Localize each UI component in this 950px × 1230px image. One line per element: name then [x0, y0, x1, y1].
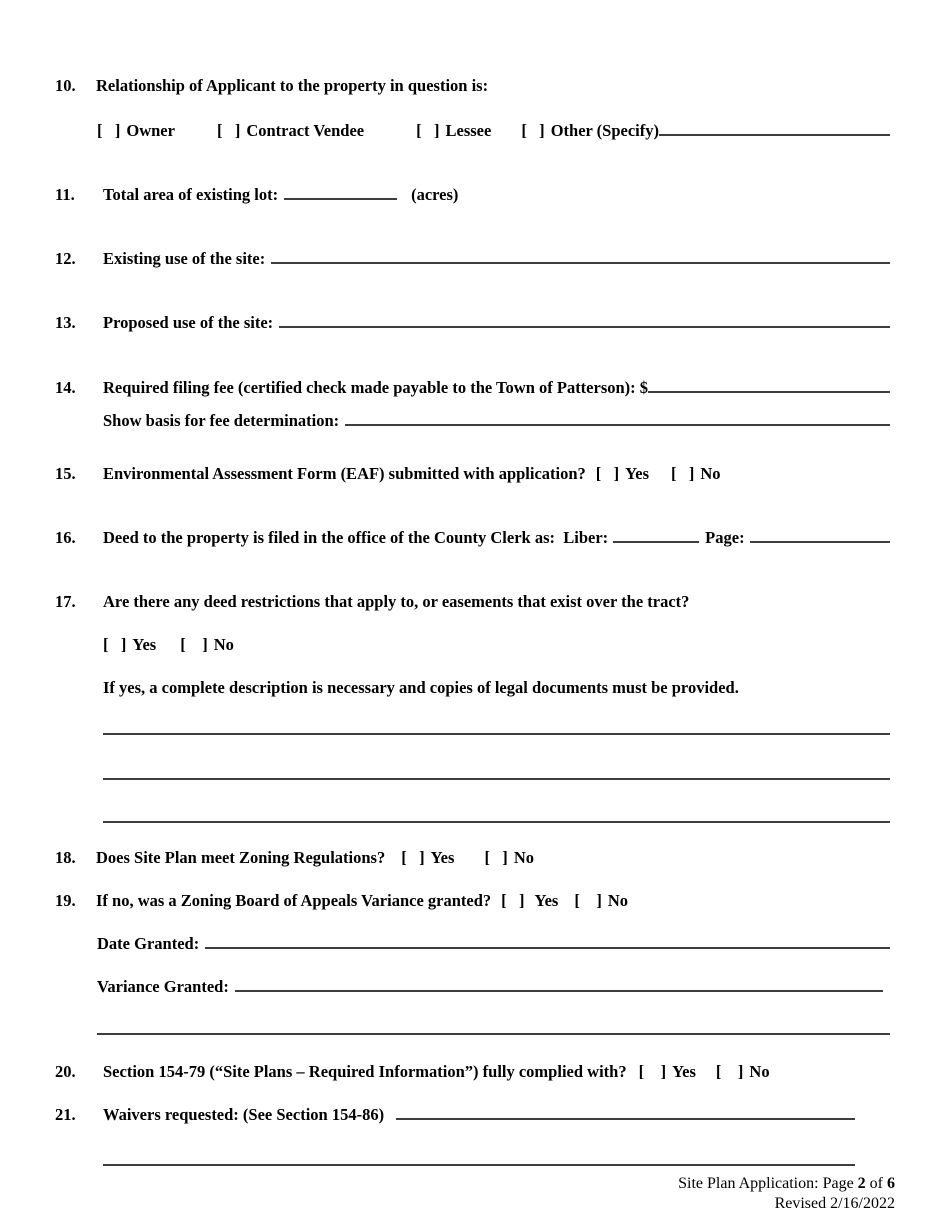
other-checkbox[interactable]: [ ]	[521, 121, 545, 140]
item-text: Deed to the property is filed in the office of the County Clerk as: Liber:	[103, 528, 609, 547]
variance-granted-line-2[interactable]	[97, 1033, 890, 1035]
note-text: If yes, a complete description is necessary and copies of legal documents must be provided.	[103, 678, 739, 697]
revision-date-row	[678, 1194, 895, 1214]
option-other	[521, 120, 659, 142]
item-number: 19.	[55, 891, 76, 910]
item-17-blank-line-2	[103, 778, 890, 780]
item-15	[55, 463, 890, 485]
owner-label: Owner	[126, 121, 175, 140]
deed-restrictions-line-1[interactable]	[103, 733, 890, 735]
item-number: 14.	[55, 378, 76, 397]
deed-restrictions-line-3[interactable]	[103, 821, 890, 823]
item-text: Are there any deed restrictions that apply to, or easements that exist over the tract?	[103, 592, 690, 611]
item-17	[55, 591, 890, 613]
item-text: Proposed use of the site:	[103, 313, 274, 332]
existing-use-line[interactable]	[271, 262, 890, 264]
item-17-options	[103, 634, 234, 656]
item-17-blank-line-1	[103, 733, 890, 735]
yes-label: Yes	[132, 635, 157, 654]
other-label: Other (Specify)	[550, 121, 659, 140]
item-text: Relationship of Applicant to the property in question is:	[96, 76, 489, 95]
option-yes	[596, 463, 649, 485]
variance-granted-label: Variance Granted:	[97, 977, 229, 996]
footer	[678, 1174, 895, 1214]
item-number: 18.	[55, 848, 76, 867]
page-line[interactable]	[750, 541, 890, 543]
option-yes	[639, 1061, 696, 1083]
date-granted-line[interactable]	[205, 947, 890, 949]
item-text: Required filing fee (certified check made payable to the Town of Patterson): $	[103, 378, 649, 397]
yes-label: Yes	[430, 848, 455, 867]
item-17-note	[103, 677, 739, 699]
fee-basis-line[interactable]	[345, 424, 890, 426]
option-yes	[103, 634, 156, 656]
zoning-yes-checkbox[interactable]: [ ]	[401, 848, 425, 867]
zoning-no-checkbox[interactable]: [ ]	[484, 848, 508, 867]
option-owner	[97, 120, 175, 142]
section-154-79-no-checkbox[interactable]: [ ]	[715, 1062, 744, 1081]
item-text: If no, was a Zoning Board of Appeals Variance granted?	[96, 891, 492, 910]
item-18	[55, 847, 890, 869]
item-11	[55, 184, 890, 206]
option-yes	[401, 847, 454, 869]
option-no	[180, 634, 234, 656]
variance-granted-line[interactable]	[235, 990, 883, 992]
yes-label: Yes	[534, 891, 559, 910]
section-154-79-yes-checkbox[interactable]: [ ]	[638, 1062, 667, 1081]
item-20	[55, 1061, 890, 1083]
item-16	[55, 527, 890, 549]
option-no	[671, 463, 721, 485]
no-label: No	[749, 1062, 770, 1081]
item-17-blank-line-3	[103, 821, 890, 823]
item-number: 16.	[55, 528, 76, 547]
item-19	[55, 890, 890, 912]
page-label: Page:	[705, 528, 745, 547]
lessee-checkbox[interactable]: [ ]	[416, 121, 440, 140]
item-number: 17.	[55, 592, 76, 611]
item-number: 21.	[55, 1105, 76, 1124]
liber-line[interactable]	[613, 541, 699, 543]
waivers-requested-line-2[interactable]	[103, 1164, 855, 1166]
total-area-line[interactable]	[284, 198, 397, 200]
variance-yes-checkbox[interactable]: [ ]	[501, 891, 525, 910]
item-text: Existing use of the site:	[103, 249, 266, 268]
item-10	[55, 75, 890, 97]
option-lessee	[416, 120, 491, 142]
option-no	[574, 890, 628, 912]
owner-checkbox[interactable]: [ ]	[97, 121, 121, 140]
item-number: 12.	[55, 249, 76, 268]
revision-date: Revised 2/16/2022	[774, 1195, 895, 1212]
footer-of-label: of	[865, 1175, 887, 1192]
proposed-use-line[interactable]	[279, 326, 890, 328]
item-13	[55, 312, 890, 334]
no-label: No	[700, 464, 721, 483]
item-number: 20.	[55, 1062, 76, 1081]
item-19-variance-granted	[97, 976, 883, 998]
footer-app-label: Site Plan Application: Page	[678, 1175, 858, 1192]
item-12	[55, 248, 890, 270]
fee-basis-label: Show basis for fee determination:	[103, 411, 340, 430]
item-text: Total area of existing lot:	[103, 185, 279, 204]
option-contract-vendee	[217, 120, 364, 142]
footer-page-number: 2	[857, 1175, 866, 1192]
item-14	[55, 377, 890, 399]
option-no	[484, 847, 534, 869]
item-text: Does Site Plan meet Zoning Regulations?	[96, 848, 386, 867]
item-number: 10.	[55, 76, 76, 95]
item-number: 11.	[55, 185, 75, 204]
waivers-requested-line[interactable]	[396, 1118, 855, 1120]
option-yes	[501, 890, 558, 912]
item-14-basis	[103, 410, 890, 432]
no-label: No	[213, 635, 234, 654]
item-19-date-granted	[97, 933, 890, 955]
item-text: Waivers requested: (See Section 154-86)	[103, 1105, 385, 1124]
eaf-no-checkbox[interactable]: [ ]	[671, 464, 695, 483]
yes-label: Yes	[625, 464, 650, 483]
deed-restrictions-line-2[interactable]	[103, 778, 890, 780]
item-21-blank-line	[103, 1164, 855, 1166]
no-label: No	[607, 891, 629, 910]
date-granted-label: Date Granted:	[97, 934, 200, 953]
item-19-blank-line	[97, 1033, 890, 1035]
item-text: Section 154-79 (“Site Plans – Required Information”) fully complied with?	[103, 1062, 627, 1081]
lessee-label: Lessee	[445, 121, 492, 140]
deed-restrictions-no-checkbox[interactable]: [ ]	[180, 635, 208, 654]
page-indicator	[678, 1174, 895, 1194]
yes-label: Yes	[672, 1062, 696, 1081]
other-specify-line[interactable]	[659, 134, 890, 136]
deed-restrictions-yes-checkbox[interactable]: [ ]	[103, 635, 127, 654]
acres-label: (acres)	[411, 185, 459, 204]
footer-page-total: 6	[887, 1175, 895, 1192]
option-no	[716, 1061, 770, 1083]
item-21	[55, 1104, 855, 1126]
item-10-options	[97, 120, 890, 142]
item-text: Environmental Assessment Form (EAF) submitted with application?	[103, 464, 586, 483]
item-number: 13.	[55, 313, 76, 332]
contract-vendee-checkbox[interactable]: [ ]	[216, 121, 241, 140]
no-label: No	[513, 848, 534, 867]
filing-fee-line[interactable]	[648, 391, 890, 393]
variance-no-checkbox[interactable]: [ ]	[574, 891, 602, 910]
eaf-yes-checkbox[interactable]: [ ]	[595, 464, 620, 483]
item-number: 15.	[55, 464, 76, 483]
contract-vendee-label: Contract Vendee	[246, 121, 365, 140]
